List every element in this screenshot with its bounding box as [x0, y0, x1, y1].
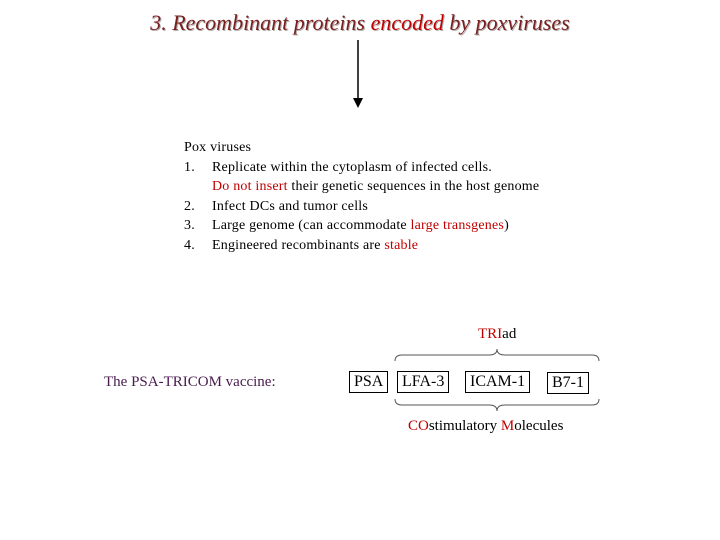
top-brace-icon — [394, 348, 600, 362]
bottom-brace-icon — [394, 398, 600, 412]
poxvirus-list — [184, 138, 644, 256]
list-item-1-continued: Do not insert their genetic sequences in the host genome — [212, 179, 540, 195]
list-item-4: 4. Engineered recombinants are stable — [184, 237, 419, 253]
title-highlight: encoded — [370, 10, 444, 35]
component-icam1: ICAM-1 — [465, 371, 530, 393]
title-suffix: by poxviruses — [443, 10, 570, 35]
component-psa: PSA — [349, 371, 388, 393]
vaccine-label: The PSA-TRICOM vaccine: — [104, 374, 276, 390]
list-item-1: 1. Replicate within the cytoplasm of infected cells. — [184, 159, 492, 175]
costimulatory-label: COstimulatory Molecules — [408, 418, 564, 434]
list-item-3: 3. Large genome (can accommodate large transgenes) — [184, 218, 509, 234]
down-arrow-icon — [348, 40, 368, 110]
component-b71: B7-1 — [547, 372, 589, 394]
list-heading: Pox viruses — [184, 140, 252, 155]
list-item-2: 2. Infect DCs and tumor cells — [184, 198, 369, 214]
component-lfa3: LFA-3 — [397, 371, 449, 393]
slide-title — [0, 10, 720, 36]
triad-label: TRIad — [478, 326, 517, 342]
title-prefix: 3. Recombinant proteins — [150, 10, 371, 35]
